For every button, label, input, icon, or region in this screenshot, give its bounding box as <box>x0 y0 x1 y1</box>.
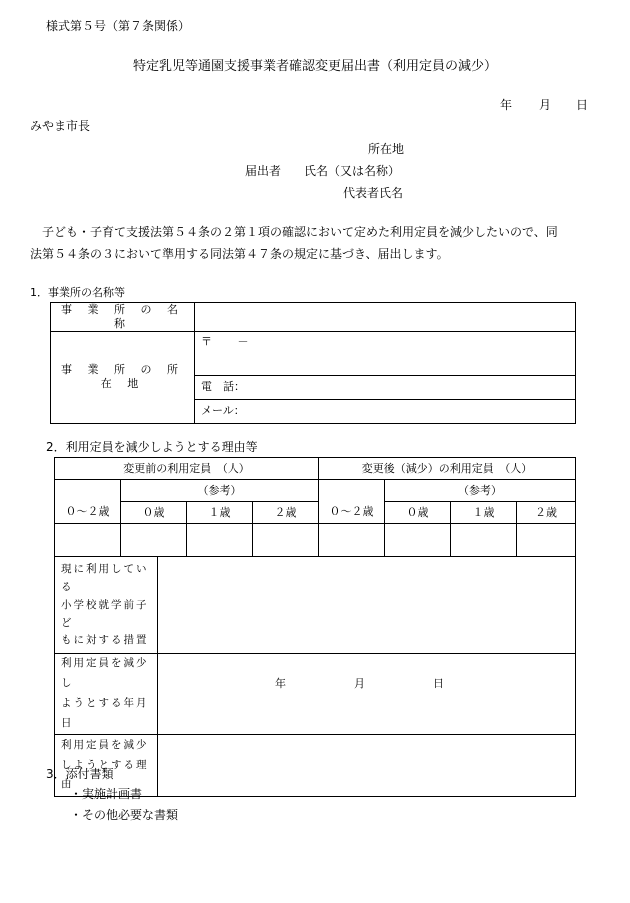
after-value-0[interactable] <box>385 524 451 557</box>
current-children-line-3: もに対する措置 <box>61 634 149 647</box>
page-title: 特定乳児等通園支援事業者確認変更届出書（利用定員の減少） <box>132 59 497 74</box>
reason-field[interactable] <box>158 734 576 796</box>
facility-name-field[interactable] <box>195 303 576 332</box>
after-age-0-2: ０～２歳 <box>319 502 385 524</box>
address-label: 所在地 <box>368 142 405 156</box>
reduce-date-label <box>55 654 158 735</box>
attachment-item-2: ・その他必要な書類 <box>70 808 179 822</box>
reduce-date-line-1: 利用定員を減少し <box>61 657 149 690</box>
applicant-label: 届出者 <box>245 164 282 178</box>
facility-location-label: 事 業 所 の 所 在 地 <box>51 331 195 423</box>
before-age-0: ０歳 <box>121 502 187 524</box>
current-children-label <box>55 557 158 654</box>
reduce-date-field[interactable] <box>158 654 576 735</box>
after-blank-cell <box>319 480 385 502</box>
before-value-0[interactable] <box>121 524 187 557</box>
before-value-2[interactable] <box>253 524 319 557</box>
current-children-line-1: 現に利用している <box>61 563 149 593</box>
after-value-2[interactable] <box>517 524 576 557</box>
email-field[interactable] <box>195 399 576 423</box>
phone-field[interactable] <box>195 375 576 399</box>
reason-line-2: しようとする理由 <box>61 758 149 791</box>
email-label: メール： <box>201 404 245 418</box>
after-capacity-header: 変更後（減少）の利用定員 （人） <box>319 458 576 480</box>
after-age-0: ０歳 <box>385 502 451 524</box>
before-age-0-2: ０～２歳 <box>55 502 121 524</box>
body-line-2: 法第５４条の３において準用する同法第４７条の規定に基づき、届出します。 <box>30 247 449 261</box>
form-number: 様式第５号（第７条関係） <box>46 19 191 33</box>
reduce-date-line-2: ようとする年月日 <box>61 697 149 730</box>
before-age-2: ２歳 <box>253 502 319 524</box>
before-reference-label: （参考） <box>121 480 319 502</box>
reduce-date-day: 日 <box>433 677 444 691</box>
section1-heading: 1．事業所の名称等 <box>30 286 125 299</box>
reduce-date-month: 月 <box>354 677 365 691</box>
before-blank-cell <box>55 480 121 502</box>
after-age-1: １歳 <box>451 502 517 524</box>
representative-label: 代表者氏名 <box>343 186 404 200</box>
before-capacity-header: 変更前の利用定員 （人） <box>55 458 319 480</box>
name-label: 氏名（又は名称） <box>304 164 401 178</box>
current-children-line-2: 小学校就学前子ど <box>61 598 149 629</box>
before-value-1[interactable] <box>187 524 253 557</box>
addressee: みやま市長 <box>30 119 91 133</box>
after-age-2: ２歳 <box>517 502 576 524</box>
capacity-table <box>54 457 576 797</box>
phone-label: 電 話： <box>201 380 245 394</box>
before-value-0-2[interactable] <box>55 524 121 557</box>
postal-code-field[interactable] <box>195 331 576 375</box>
section3-heading: 3．添付書類 <box>46 767 114 781</box>
section2-heading: 2．利用定員を減少しようとする理由等 <box>46 440 258 454</box>
facility-table <box>50 302 576 424</box>
after-value-0-2[interactable] <box>319 524 385 557</box>
date-day-label: 日 <box>576 98 589 112</box>
date-month-label: 月 <box>539 98 552 112</box>
facility-name-label: 事 業 所 の 名 称 <box>51 303 195 332</box>
reason-line-1: 利用定員を減少 <box>61 738 149 751</box>
postal-label: 〒 － <box>201 334 249 348</box>
reduce-date-year: 年 <box>275 677 286 691</box>
current-children-field[interactable] <box>158 557 576 654</box>
body-line-1: 子ども・子育て支援法第５４条の２第１項の確認において定めた利用定員を減少したいので、同 <box>42 225 558 239</box>
after-reference-label: （参考） <box>385 480 576 502</box>
after-value-1[interactable] <box>451 524 517 557</box>
before-age-1: １歳 <box>187 502 253 524</box>
date-year-label: 年 <box>500 98 513 112</box>
attachment-item-1: ・実施計画書 <box>70 787 143 801</box>
